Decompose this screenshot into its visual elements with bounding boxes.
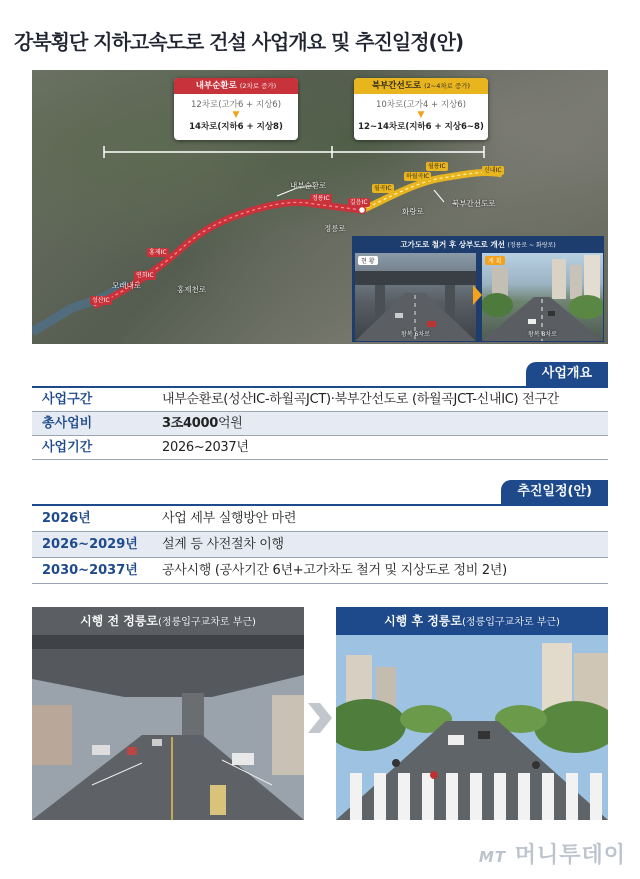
schedule-row	[32, 506, 608, 532]
route-map	[32, 70, 608, 344]
schedule-row	[32, 532, 608, 558]
schedule-value: 설계 등 사전절차 이행	[162, 537, 284, 552]
photo-after-image	[336, 635, 608, 820]
overview-key: 사업기간	[42, 440, 93, 455]
schedule-key: 2030~2037년	[42, 563, 138, 578]
ic-tag-hawolgok: 하월곡IC	[406, 173, 430, 180]
label-jeongneung: 정릉로	[324, 224, 346, 233]
photo-before-subtitle: (정릉입구교차로 부근)	[158, 617, 256, 628]
ic-tag-sinnae: 신내IC	[484, 167, 502, 174]
ic-tag-yeonhui: 연희IC	[136, 272, 154, 279]
overview-section	[32, 362, 608, 464]
schedule-value: 공사시행 (공사기간 6년+고가차도 철거 및 지상도로 정비 2년)	[162, 563, 507, 578]
schedule-section	[32, 480, 608, 584]
logo-name: 머니투데이	[514, 843, 626, 868]
callout-naebu-after: 14차로(지하6 + 지상8)	[189, 122, 283, 132]
total-cost-amount: 3조4000	[162, 416, 218, 431]
arrow-right-icon	[306, 703, 332, 733]
callout-naebu-name: 내부순환로	[195, 81, 237, 91]
overview-badge: 사업개요	[526, 362, 608, 386]
callout-naebu-before: 12차로(고가6 + 지상6)	[190, 100, 282, 110]
inset-before-caption: 왕복 6차로	[401, 331, 430, 338]
inset-road-improvement	[352, 236, 604, 342]
label-hwarang: 화랑로	[402, 207, 424, 216]
overview-key: 사업구간	[42, 392, 93, 407]
down-arrow-icon: ▼	[417, 110, 425, 120]
ic-tag-seongsan: 성산IC	[92, 297, 110, 304]
page-title: 강북횡단 지하고속도로 건설 사업개요 및 추진일정(안)	[14, 30, 464, 54]
total-cost-unit: 억원	[218, 416, 243, 431]
label-hongje: 홍제천로	[177, 285, 206, 294]
ic-tag-hongje: 홍제IC	[149, 249, 167, 256]
callout-bukbu-before: 10차로(고가4 + 지상6)	[375, 100, 467, 110]
ic-tag-wolgok: 월곡IC	[374, 185, 392, 192]
schedule-value: 사업 세부 실행방안 마련	[162, 511, 297, 526]
ic-tag-gireum: 길음IC	[350, 199, 368, 206]
inset-after-tag: 계 획	[485, 256, 505, 265]
callout-bukbu-after: 12~14차로(지하6 + 지상6~8)	[358, 122, 484, 132]
ic-tag-jeongneung: 정릉IC	[312, 195, 330, 202]
down-arrow-icon: ▼	[232, 110, 240, 120]
label-bukbu: 북부간선도로	[452, 199, 496, 208]
inset-before-image	[355, 253, 476, 341]
overview-key: 총사업비	[42, 416, 93, 431]
overview-value: 내부순환로(성산IC-하월곡JCT)·북부간선도로 (하월곡JCT-신내IC) 전구간	[162, 392, 559, 407]
schedule-key: 2026년	[42, 511, 91, 526]
arrow-right-icon	[473, 285, 482, 305]
callout-bukbu	[354, 78, 488, 140]
publisher-logo	[479, 838, 626, 869]
photo-after-subtitle: (정릉입구교차로 부근)	[462, 617, 560, 628]
label-naebu: 내부순환로	[290, 181, 327, 190]
logo-mt: MT	[478, 848, 507, 866]
overview-row	[32, 388, 608, 412]
inset-title: 고가도로 철거 후 상부도로 개선	[400, 240, 505, 249]
ic-tag-wolleung: 월릉IC	[428, 163, 446, 170]
schedule-row	[32, 558, 608, 584]
inset-before-tag: 현 황	[358, 256, 378, 265]
schedule-badge: 추진일정(안)	[501, 480, 608, 504]
schedule-key: 2026~2029년	[42, 537, 138, 552]
overview-row	[32, 436, 608, 460]
overview-value: 2026~2037년	[162, 440, 249, 455]
overview-value	[162, 412, 243, 436]
photo-after-title: 시행 후 정릉로	[384, 614, 462, 628]
callout-naebu-note: (2차로 증가)	[239, 82, 277, 90]
callout-bukbu-name: 북부간선도로	[371, 81, 422, 91]
inset-after-image	[482, 253, 603, 341]
photo-before	[32, 607, 304, 820]
photo-before-image	[32, 635, 304, 820]
inset-subtitle: (정릉로 ~ 화랑로)	[507, 242, 556, 249]
callout-bukbu-note: (2~4차로 증가)	[424, 82, 471, 90]
callout-naebu	[174, 78, 298, 140]
inset-after-caption: 왕복 8차로	[528, 331, 557, 338]
photo-before-title: 시행 전 정릉로	[80, 614, 158, 628]
label-moraenae: 모래내로	[112, 281, 141, 290]
overview-row	[32, 412, 608, 436]
photo-after	[336, 607, 608, 820]
